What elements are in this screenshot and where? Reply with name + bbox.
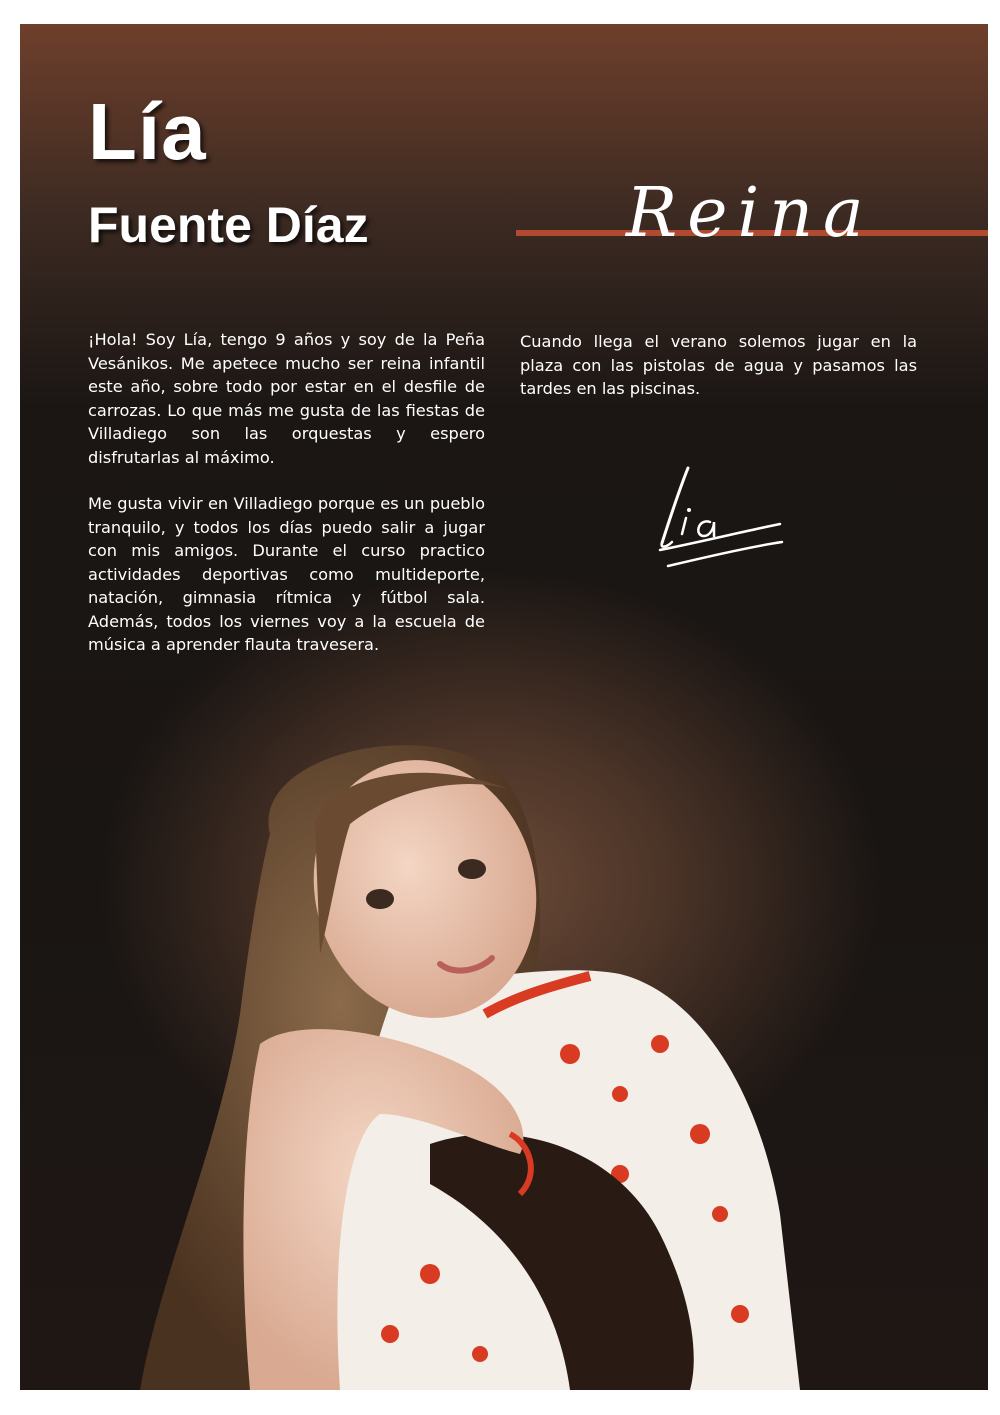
reina-title: Reina [626,174,874,253]
left-paragraph-1: ¡Hola! Soy Lía, tengo 9 años y soy de la Peña Vesánikos. Me apetece mucho ser reina infantil este año, sobre todo por estar en el desfile de carrozas. Lo que más me gusta de las fiestas de Villadiego son las orquestas y espero disfrutarlas al máximo. [88,330,485,467]
first-name: Lía [88,87,207,176]
page [20,24,988,1390]
portrait-photo [100,714,820,1390]
left-column [88,328,485,680]
left-paragraph-2: Me gusta vivir en Villadiego porque es un pueblo tranquilo, y todos los días puedo salir a jugar con mis amigos. Durante el curso practico actividades deportivas como multideporte, natación, gimnasia rítmica y fútbol sala. Además, todos los viernes voy a la escuela de música a aprender flauta travesera. [88,494,485,654]
last-name: Fuente Díaz [88,197,369,253]
right-column [520,330,917,424]
right-paragraph-1: Cuando llega el verano solemos jugar en la plaza con las pistolas de agua y pasamos las tardes en las piscinas. [520,332,917,398]
signature-image [640,458,790,578]
